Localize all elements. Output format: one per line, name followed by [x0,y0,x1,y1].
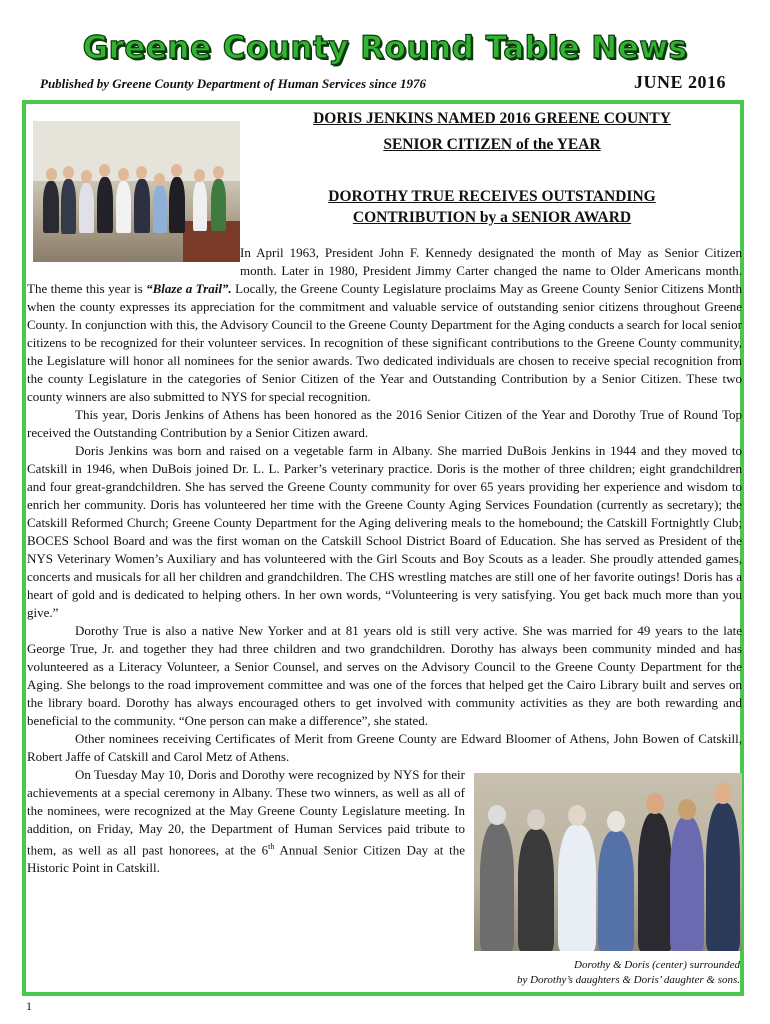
honorees-photo [474,773,742,951]
article-paragraph: Doris Jenkins was born and raised on a vegetable farm in Albany. She married DuBois Jenkins in 1944 and they moved to Catskill in 1946, when DuBois joined Dr. L. L. Parker’s veterinary practice. Doris is the mother of three children; eight grandchildren and four great-grandchildren. She has served the Greene County community for over 65 years providing her experience and wisdom to enrich her community. Doris has volunteered her time with the Greene County Aging Services Foundation (currently as secretary); the Catskill Reformed Church; Greene County Department for the Aging delivering meals to the homebound; the Catskill Fortnightly Club; BOCES School Board and was the first woman on the Catskill School District Board of Education. She has served as President of the NYS Veterinary Women’s Auxiliary and has volunteered with the Girl Scouts and Boy Scouts as a leader. She proudly attended games, concerts and musicals for all her children and grandchildren. The CHS wrestling matches are still one of her favorite outings! Doris has a heart of gold and is dedicated to helping others. In her own words, “Volunteering is very satisfying. You get back much more than you give.” [27,443,742,620]
article-paragraph: Dorothy True is also a native New Yorker and at 81 years old is still very active. She was married for 49 years to the late George True, Jr. and together they had three children and two grandchildren. Dorothy has always been community minded and has volunteered as a Literacy Volunteer, a Senior Counsel, and serves on the Advisory Council to the Greene County Department for the Aging. She belongs to the road improvement committee and was one of the forces that helped get the Cairo Library built and serves on the library board. Dorothy has always encouraged others to get involved with community activities as they are both rewarding and beneficial to the community. “One person can make a difference”, she stated. [27,623,742,728]
headline-outstanding-contribution: DOROTHY TRUE RECEIVES OUTSTANDING CONTRIBUTION by a SENIOR AWARD [328,188,656,226]
article-paragraph: In April 1963, President John F. Kennedy designated the month of May as Senior Citizen month. Later in 1980, President Jimmy Carter changed the name to Older Americans month. The theme this year is “Blaze a Trail”. Locally, the Greene County Legislature proclaims May as Greene County Senior Citizens Month when the county expresses its appreciation for the commitment and valuable service of outstanding senior citizens throughout Greene County. In conjunction with this, the Advisory Council to the Greene County Department for the Aging conducts a search for local senior citizens to be recognized for their volunteer services. In recognition of these significant contributions to the Greene County community, the Legislature will honor all nominees for the senior awards. Two dedicated individuals are chosen to receive special recognition from the county Legislature in the categories of Senior Citizen of the Year and Outstanding Contribution by a Senior Citizen. These two county winners are also submitted to NYS for special recognition. [27,245,742,404]
ceremony-photo [33,121,240,262]
theme-text: “Blaze a Trail”. [146,281,232,296]
publisher-line: Published by Greene County Department of Human Services since 1976 [40,76,427,91]
article-paragraph: On Tuesday May 10, Doris and Dorothy were recognized by NYS for their achievements at a special ceremony in Albany. These two winners, as well as all of the nominees, were recognized at the May Greene County Legislature meeting. In addition, on Friday, May 20, the Department of Human Services paid tribute to them, as well as all past honorees, at the 6th Annual Senior Citizen Day at the Historic Point in Catskill. [27,767,465,876]
masthead-title: Greene County Round Table News [82,30,688,66]
article-paragraph: Other nominees receiving Certificates of Merit from Greene County are Edward Bloomer of Athens, John Bowen of Catskill, Robert Jaffe of Catskill and Carol Metz of Athens. [27,731,742,764]
issue-date: JUNE 2016 [633,72,726,92]
photo-caption: Dorothy & Doris (center) surrounded by Dorothy’s daughters & Doris’ daughter & sons. [516,959,740,986]
page-number: 1 [26,999,32,1013]
article-paragraph: This year, Doris Jenkins of Athens has been honored as the 2016 Senior Citizen of the Year and Dorothy True of Round Top received the Outstanding Contribution by a Senior Citizen award. [27,407,742,440]
headline-senior-citizen: DORIS JENKINS NAMED 2016 GREENE COUNTY SENIOR CITIZEN of the YEAR [313,110,671,153]
